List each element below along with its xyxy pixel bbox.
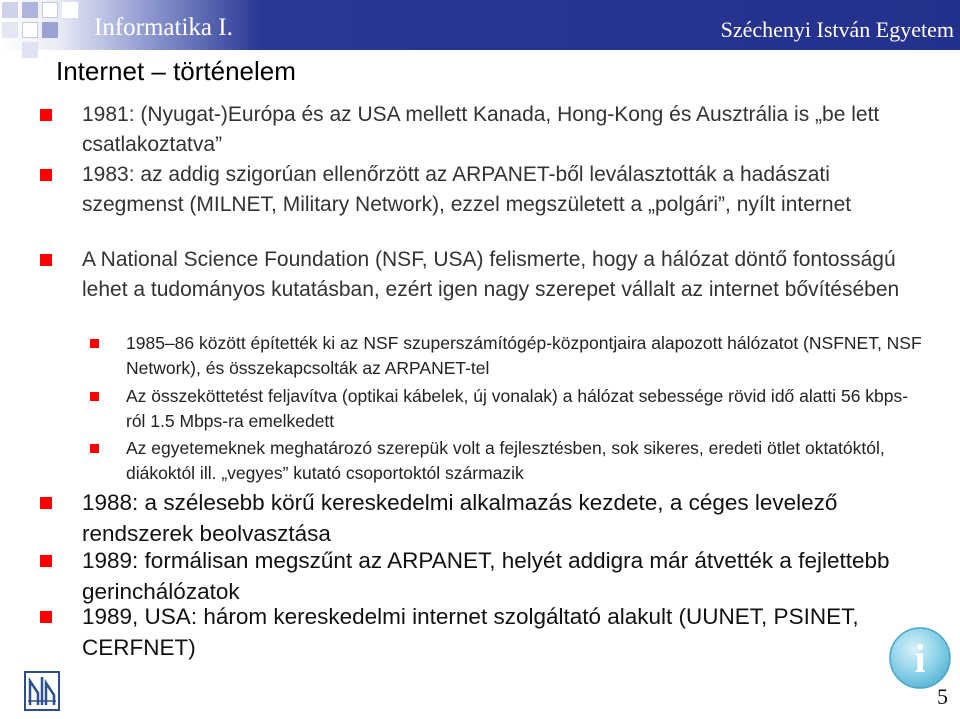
bullet-icon <box>40 109 52 121</box>
sub-list-item-text: Az összeköttetést feljavítva (optikai kábelek, új vonalak) a hálózat sebessége rövid idő alatti 56 kbps-ról 1.5 Mbps-ra emelkedett <box>126 386 909 431</box>
bullet-icon <box>90 444 99 453</box>
list-item-text: 1988: a szélesebb körű kereskedelmi alkalmazás kezdete, a céges levelező rendszerek beolvasztása <box>82 490 838 546</box>
sub-list-item-text: 1985–86 között építették ki az NSF szuperszámítógép-központjaira alapozott hálózatot (NSFNET, NSF Network), és összekapcsolták az ARPANET-tel <box>126 333 922 378</box>
sub-list-item <box>126 384 926 434</box>
university-logo-icon <box>24 671 60 711</box>
bullet-icon <box>40 497 52 509</box>
list-item <box>82 601 932 663</box>
page-title: Internet – történelem <box>56 56 296 86</box>
slide-number: 5 <box>937 684 948 709</box>
list-item-text: 1989: formálisan megszűnt az ARPANET, helyét addigra már átvették a fejlettebb gerinchálózatok <box>82 548 890 604</box>
list-item-text: 1981: (Nyugat-)Európa és az USA mellett Kanada, Hong-Kong és Ausztrália is „be lett csatlakoztatva” <box>82 103 880 156</box>
info-icon[interactable] <box>887 625 953 691</box>
bullet-icon <box>40 169 52 181</box>
info-icon-letter: i <box>914 636 926 681</box>
list-item <box>82 487 932 549</box>
course-title: Informatika I. <box>94 14 233 41</box>
bullet-icon <box>40 555 52 567</box>
bullet-icon <box>90 339 99 348</box>
list-item <box>82 245 932 305</box>
list-item <box>82 100 932 160</box>
bullet-icon <box>40 611 52 623</box>
list-item-text: 1983: az addig szigorúan ellenőrzött az ARPANET-ből leválasztották a hadászati szegmenst (MILNET, Military Network), ezzel megszületett a „polgári”, nyílt internet <box>82 163 852 216</box>
university-name: Széchenyi István Egyetem <box>720 17 954 42</box>
sub-list-item <box>126 331 926 381</box>
bullet-icon <box>40 254 52 266</box>
bullet-icon <box>90 392 99 401</box>
list-item <box>82 545 932 607</box>
list-item-text: A National Science Foundation (NSF, USA) felismerte, hogy a hálózat döntő fontosságú lehet a tudományos kutatásban, ezért igen nagy szerepet vállalt az internet bővítésében <box>82 248 900 301</box>
sub-list-item-text: Az egyetemeknek meghatározó szerepük volt a fejlesztésben, sok sikeres, eredeti ötlet oktatóktól, diákoktól ill. „vegyes” kutató csoportoktól származik <box>126 438 885 483</box>
list-item-text: 1989, USA: három kereskedelmi internet szolgáltató alakult (UUNET, PSINET, CERFNET) <box>82 604 859 660</box>
list-item <box>82 160 932 220</box>
sub-list-item <box>126 436 926 486</box>
